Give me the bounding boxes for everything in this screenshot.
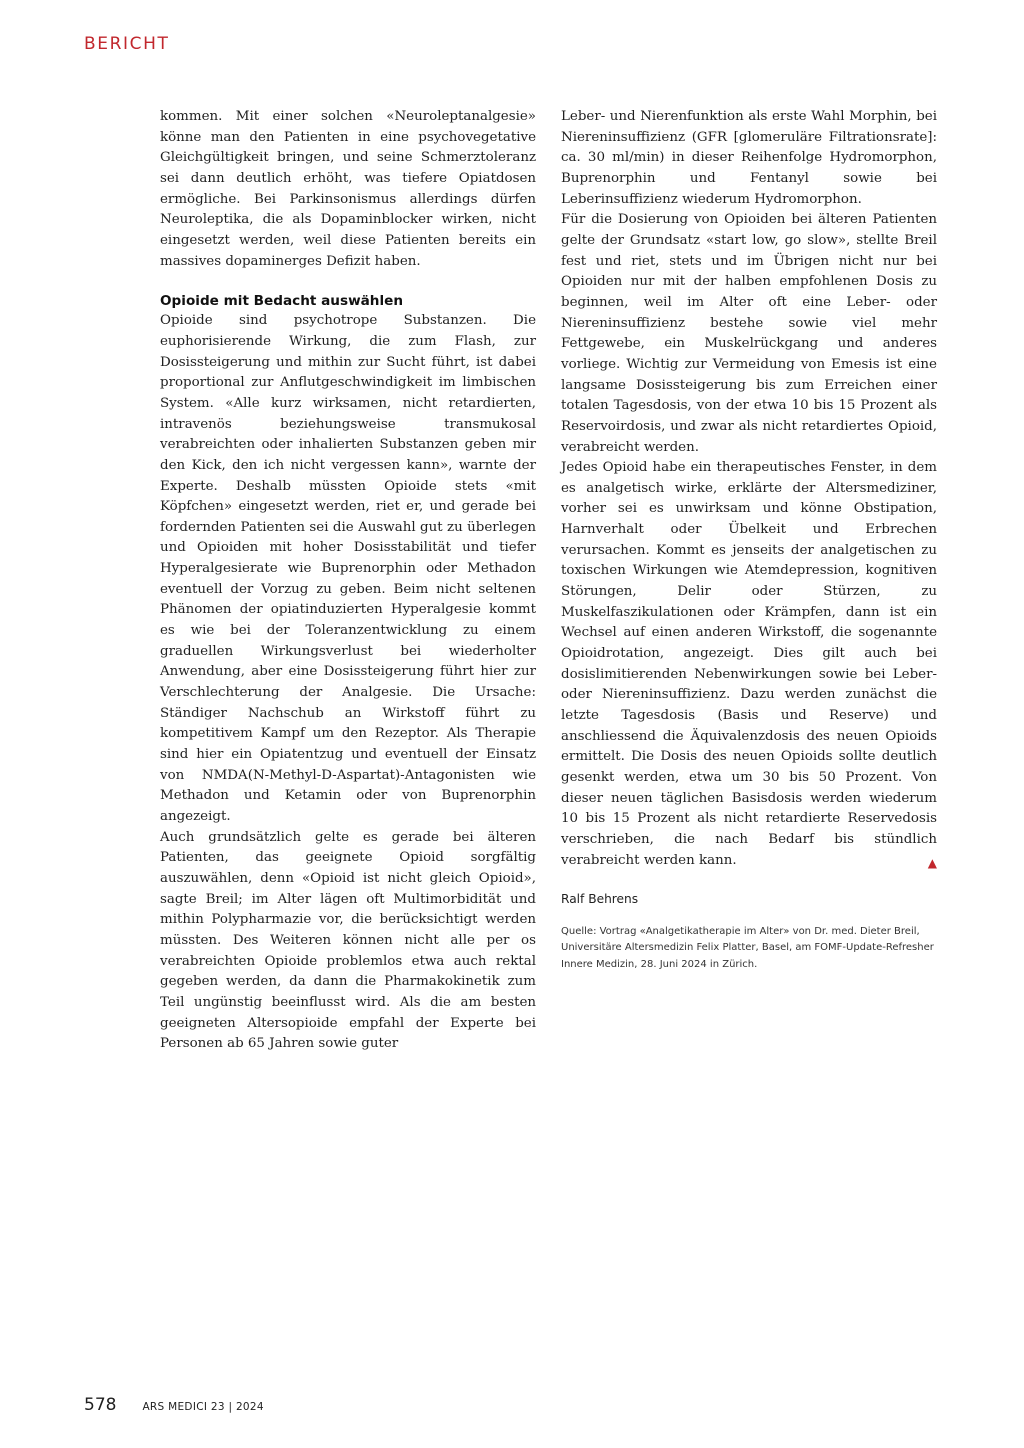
left-column	[160, 107, 536, 1055]
author-name: Ralf Behrens	[561, 892, 639, 907]
paragraph: Leber- und Nierenfunktion als erste Wahl Morphin, bei Niereninsuffizienz (GFR [glomeruläre Filtrationsrate]: ca. 30 ml/min) in dieser Reihenfolge Hydromorphon, Buprenorphin und Fentanyl sowie bei Leberinsuffizienz wiederum Hydromorphon.	[561, 109, 937, 207]
journal-name: ARS MEDICI 23 | 2024	[142, 1401, 264, 1413]
paragraph: kommen. Mit einer solchen «Neuroleptanalgesie» könne man den Patienten in eine psychovegetative Gleichgültigkeit bringen, und seine Schmerztoleranz sei dann deutlich erhöht, was tiefere Opiatdosen ermögliche. Bei Parkinsonismus allerdings dürfen Neuroleptika, die als Dopaminblocker wirken, nicht eingesetzt werden, weil diese Patienten bereits ein massives dopaminerges Defizit haben.	[160, 109, 536, 269]
page-footer	[84, 1395, 264, 1415]
section-heading: Opioide mit Bedacht auswählen	[160, 293, 404, 310]
paragraph: Auch grundsätzlich gelte es gerade bei älteren Patienten, das geeignete Opioid sorgfältig auszuwählen, denn «Opioid ist nicht gleich Opioid», sagte Breil; im Alter lägen oft Multimorbidität und mithin Polypharmazie vor, die berücksichtigt werden müssten. Des Weiteren können nicht alle per os verabreichten Opioide problemlos etwa auch rektal gegeben werden, da dann die Pharmakokinetik zum Teil ungünstig beeinflusst wird. Als die am besten geeigneten Altersopioide empfahl der Experte bei Personen ab 65 Jahren sowie guter	[160, 829, 536, 1052]
paragraph: Opioide sind psychotrope Substanzen. Die euphorisierende Wirkung, die zum Flash, zur Dosissteigerung und mithin zur Sucht führt, ist dabei proportional zur Anflutgeschwindigkeit im limbischen System. «Alle kurz wirksamen, nicht retardierten, intravenös beziehungsweise transmukosal verabreichten oder inhalierten Substanzen geben mir den Kick, den ich nicht vergessen kann», warnte der Experte. Deshalb müssten Opioide stets «mit Köpfchen» eingesetzt werden, riet er, und gerade bei fordernden Patienten sei die Auswahl gut zu überlegen und Opioiden mit hoher Dosisstabilität und tiefer Hyperalgesierate wie Buprenorphin oder Methadon eventuell der Vorzug zu geben. Beim nicht seltenen Phänomen der opiatinduzierten Hyperalgesie kommt es wie bei der Toleranzentwicklung zu einem graduellen Wirkungsverlust bei wiederholter Anwendung, aber eine Dosissteigerung führt hier zur Verschlechterung der Analgesie. Die Ursache: Ständiger Nachschub an Wirkstoff führt zu kompetitivem Kampf um den Rezeptor. Als Therapie sind hier ein Opiatentzug und eventuell der Einsatz von NMDA(N-Methyl-D-Aspartat)-Antagonisten wie Methadon und Ketamin oder von Buprenorphin angezeigt.	[160, 313, 536, 824]
paragraph: Für die Dosierung von Opioiden bei älteren Patienten gelte der Grundsatz «start low, go slow», stellte Breil fest und riet, stets und im Übrigen nicht nur bei Opioiden nur mit der halben empfohlenen Dosis zu beginnen, weil im Alter oft eine Leber- oder Niereninsuffizienz bestehe sowie viel mehr Fettgewebe, ein Muskelrückgang und anderes vorliege. Wichtig zur Vermeidung von Emesis ist eine langsame Dosissteigerung bis zum Erreichen einer totalen Tagesdosis, von der etwa 10 bis 15 Prozent als Reservoirdosis, und zwar als nicht retardiertes Opioid, verabreicht werden.	[561, 212, 937, 455]
paragraph	[561, 458, 937, 871]
paragraph-text: Jedes Opioid habe ein therapeutisches Fenster, in dem es analgetisch wirke, erklärte der Altersmediziner, vorher sei es unwirksam und könne Obstipation, Harnverhalt oder Übelkeit und Erbrechen verursachen. Kommt es jenseits der analgetischen zu toxischen Wirkungen wie Atemdepression, kognitiven Störungen, Delir oder Stürzen, zu Muskelfaszikulationen oder Krämpfen, dann ist ein Wechsel auf einen anderen Wirkstoff, die sogenannte Opioidrotation, angezeigt. Dies gilt auch bei dosislimitierenden Nebenwirkungen sowie bei Leber- oder Niereninsuffizienz. Dazu werden zunächst die letzte Tagesdosis (Basis und Reserve) und anschliessend die Äquivalenzdosis des neuen Opioids ermittelt. Die Dosis des neuen Opioids sollte deutlich gesenkt werden, etwa um 30 bis 50 Prozent. Von dieser neuen täglichen Basisdosis werden wiederum 10 bis 15 Prozent als nicht retardierte Reservedosis verschrieben, die nach Bedarf bis stündlich verabreicht werden kann.	[561, 460, 937, 868]
right-column	[561, 107, 937, 973]
source-note: Quelle: Vortrag «Analgetikatherapie im Alter» von Dr. med. Dieter Breil, Universitäre Altersmedizin Felix Platter, Basel, am FOMF-Update-Refresher Innere Medizin, 28. Juni 2024 in Zürich.	[561, 925, 934, 970]
end-of-article-icon: ▲	[927, 855, 937, 870]
section-label: BERICHT	[84, 34, 170, 54]
page-number: 578	[84, 1395, 117, 1415]
